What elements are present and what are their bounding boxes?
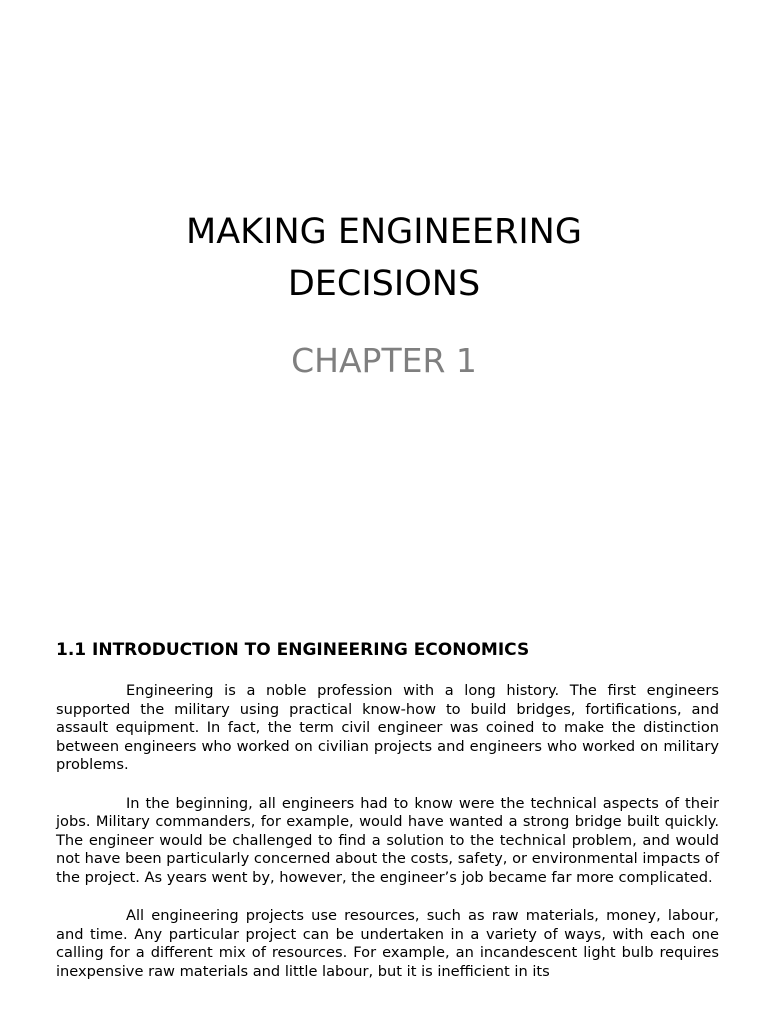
document-body bbox=[56, 636, 719, 981]
paragraph-1: Engineering is a noble profession with a long history. The first engineers supported the military using practical know-how to build bridges, fortifications, and assault equipment. In fact, the term civil engineer was coined to make the distinction between engineers who worked on civilian projects and engineers who worked on military problems. bbox=[56, 682, 719, 773]
slide-title bbox=[0, 206, 768, 310]
slide-subtitle: CHAPTER 1 bbox=[291, 341, 477, 380]
slide-title-line-2: DECISIONS bbox=[287, 264, 481, 304]
paragraph-3: All engineering projects use resources, such as raw materials, money, labour, and time. Any particular project can be undertaken in a variety of ways, with each one calling for a different mix of resources. For example, an incandescent light bulb requires inexpensive raw materials and little labour, but it is inefficient in its bbox=[56, 907, 719, 980]
paragraph-2: In the beginning, all engineers had to know were the technical aspects of their jobs. Military commanders, for example, would have wanted a strong bridge built quickly. The engineer would be challenged to find a solution to the technical problem, and would not have been particularly concerned about the costs, safety, or environmental impacts of the project. As years went by, however, the engineer’s job became far more complicated. bbox=[56, 794, 719, 886]
slide-title-line-1: MAKING ENGINEERING bbox=[186, 212, 582, 252]
section-heading: 1.1 INTRODUCTION TO ENGINEERING ECONOMICS bbox=[56, 640, 530, 660]
